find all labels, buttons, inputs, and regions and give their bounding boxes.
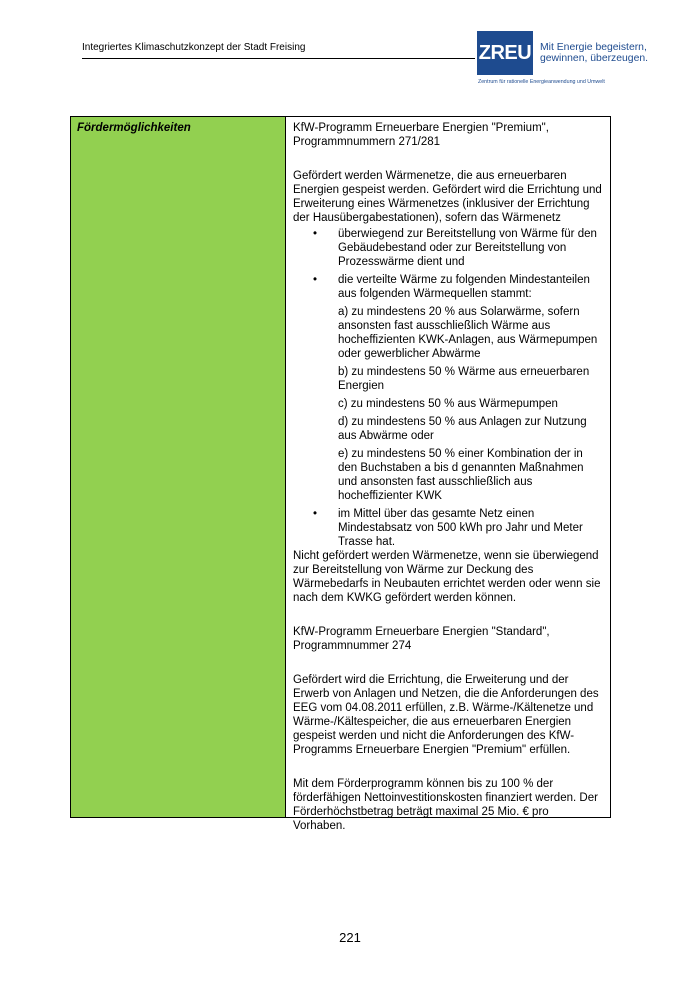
logo-subtitle: Zentrum für rationelle Energieanwendung und Umwelt [478,79,605,85]
logo-claim-line2: gewinnen, überzeugen. [540,53,649,64]
header-rule [82,58,475,59]
list-item [313,273,603,301]
page-number: 221 [339,930,361,945]
bullet-list [293,227,603,301]
sub-item-a: a) zu mindestens 20 % aus Solarwärme, sofern ansonsten fast ausschließlich Wärme aus hocheffizienten KWK-Anlagen, aus Wärmepumpen oder gewerblicher Abwärme [338,306,598,360]
sub-item-d: d) zu mindestens 50 % aus Anlagen zur Nutzung aus Abwärme oder [338,416,587,442]
list-item: • im Mittel über das gesamte Netz einen Mindestabsatz von 500 kWh pro Jahr und Meter Trasse hat. [313,507,603,549]
logo-mark: ZREU [477,31,533,75]
zreu-logo [477,28,649,88]
bullet-list-2 [293,507,603,549]
paragraph-premium-title: KfW-Programm Erneuerbare Energien "Premium", Programmnummern 271/281 [293,122,549,148]
paragraph-exclusions: Nicht gefördert werden Wärmenetze, wenn sie überwiegend zur Bereitstellung von Wärme zur Deckung des Wärmebedarfs in Neubauten errichtet werden oder wenn sie nach dem KWKG gefördert werden können. [293,550,601,604]
logo-claim-line1: Mit Energie begeistern, [540,42,647,53]
funding-table [70,116,611,832]
list-item-text: • die verteilte Wärme zu folgenden Mindestanteilen aus folgenden Wärmequellen stammt: [338,274,590,300]
document-header-title: Integriertes Klimaschutzkonzept der Stadt Freising [82,42,306,53]
list-item: • überwiegend zur Bereitstellung von Wärme für den Gebäudebestand oder zur Bereitstellung von Prozesswärme dient und [313,227,603,269]
paragraph-premium-intro: Gefördert werden Wärmenetze, die aus erneuerbaren Energien gespeist werden. Gefördert wird die Errichtung und Erweiterung eines Wärmenetzes (inklusiver der Errichtung der Hausübergabestationen), sofern das Wärmenetz [293,170,602,224]
table-content-cell [286,117,610,832]
sub-item-e: e) zu mindestens 50 % einer Kombination der in den Buchstaben a bis d genannten Maßnahmen und ansonsten fast ausschließlich aus hocheffizienter KWK [338,448,584,502]
sub-item-c: c) zu mindestens 50 % aus Wärmepumpen [338,398,558,410]
paragraph-standard-details: Gefördert wird die Errichtung, die Erweiterung und der Erwerb von Anlagen und Netzen, die die Anforderungen des EEG vom 04.08.2011 erfüllen, z.B. Wärme-/Kältenetze und Wärme-/Kältespeicher, die aus erneuerbaren Energien gespeist werden und nicht die Anforderungen des KfW-Programms Erneuerbare Energien "Premium" erfüllen. [293,674,599,756]
paragraph-standard-title: KfW-Programm Erneuerbare Energien "Standard", Programmnummer 274 [293,626,550,652]
table-label: Fördermöglichkeiten [77,122,191,134]
sub-item-b: b) zu mindestens 50 % Wärme aus erneuerbaren Energien [338,366,590,392]
logo-claim [540,42,648,64]
paragraph-financing: Mit dem Förderprogramm können bis zu 100 % der förderfähigen Nettoinvestitionskosten finanziert werden. Der Förderhöchstbetrag beträgt maximal 25 Mio. € pro Vorhaben. [293,778,598,832]
table-label-cell [71,117,286,817]
